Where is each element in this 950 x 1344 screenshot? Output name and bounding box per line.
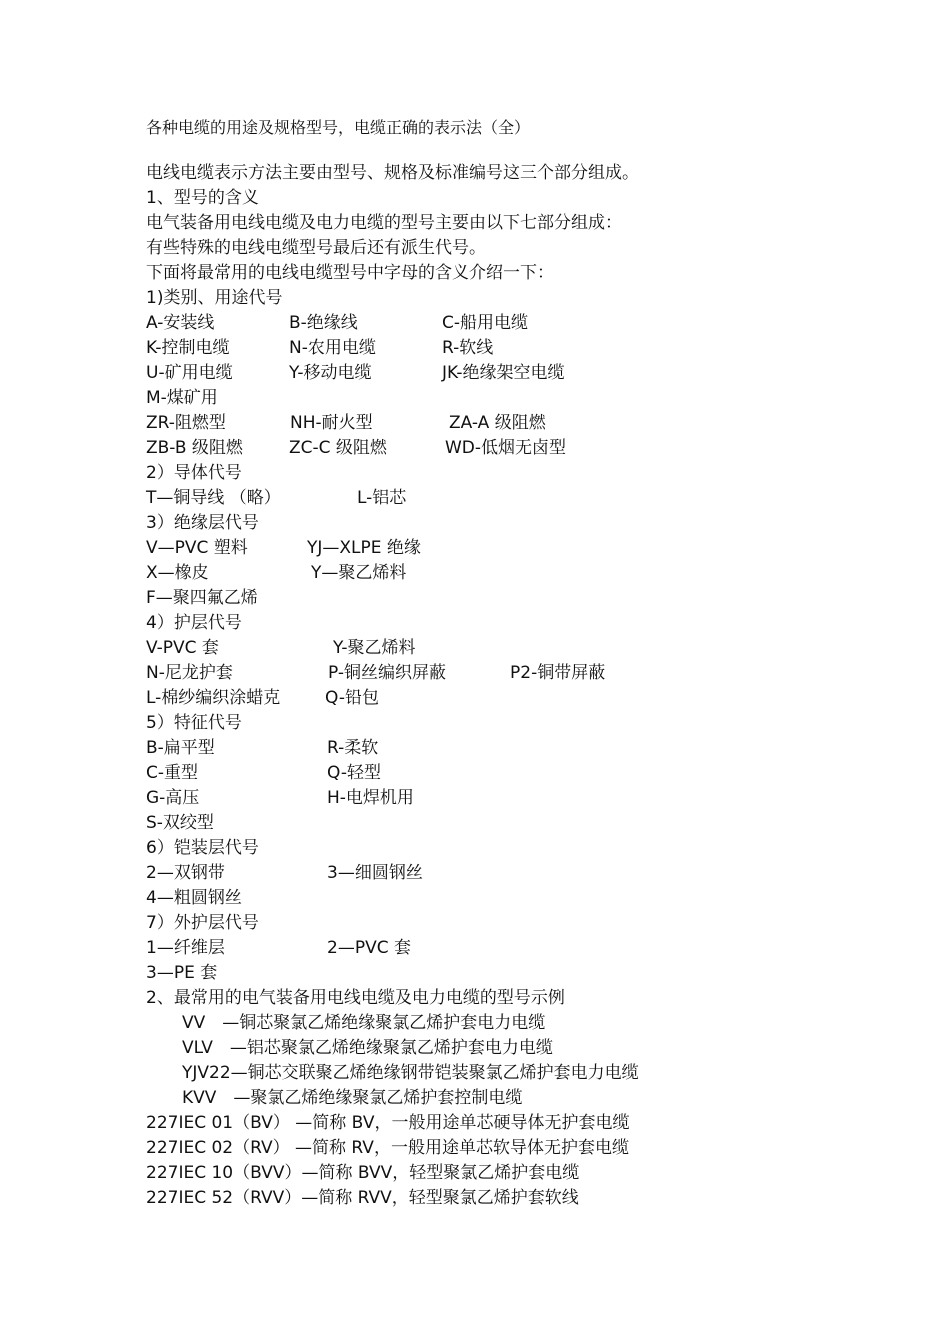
code-item: JK-绝缘架空电缆: [442, 363, 565, 383]
section-2-heading: 2、最常用的电气装备用电线电缆及电力电缆的型号示例: [146, 988, 565, 1008]
section-1-paragraph-1: 电气装备用电线电缆及电力电缆的型号主要由以下七部分组成：: [146, 213, 622, 233]
group-3-heading: 3）绝缘层代号: [146, 513, 259, 533]
group-1-heading: 1)类别、用途代号: [146, 288, 283, 308]
code-item: F—聚四氟乙烯: [146, 588, 258, 608]
code-item: ZA-A 级阻燃: [449, 413, 546, 433]
code-item: NH-耐火型: [290, 413, 373, 433]
group-5-heading: 5）特征代号: [146, 713, 242, 733]
code-item: Y-聚乙烯料: [333, 638, 416, 658]
code-item: ZB-B 级阻燃: [146, 438, 243, 458]
example-item: KVV —聚氯乙烯绝缘聚氯乙烯护套控制电缆: [182, 1088, 523, 1108]
code-item: U-矿用电缆: [146, 363, 233, 383]
code-item: N-尼龙护套: [146, 663, 233, 683]
iec-item: 227IEC 01（BV） —简称 BV，一般用途单芯硬导体无护套电缆: [146, 1113, 630, 1133]
code-item: ZC-C 级阻燃: [289, 438, 387, 458]
example-item: VV —铜芯聚氯乙烯绝缘聚氯乙烯护套电力电缆: [182, 1013, 546, 1033]
code-item: M-煤矿用: [146, 388, 218, 408]
code-item: H-电焊机用: [327, 788, 414, 808]
code-item: 3—PE 套: [146, 963, 218, 983]
code-item: YJ—XLPE 绝缘: [307, 538, 421, 558]
code-item: N-农用电缆: [289, 338, 376, 358]
code-item: B-扁平型: [146, 738, 215, 758]
code-item: R-软线: [442, 338, 494, 358]
code-item: G-高压: [146, 788, 200, 808]
code-item: V-PVC 套: [146, 638, 219, 658]
code-item: 2—PVC 套: [327, 938, 411, 958]
code-item: 3—细圆钢丝: [327, 863, 423, 883]
code-item: T—铜导线 （略）: [146, 488, 281, 508]
code-item: K-控制电缆: [146, 338, 230, 358]
code-item: B-绝缘线: [289, 313, 358, 333]
code-item: 4—粗圆钢丝: [146, 888, 242, 908]
code-item: L-棉纱编织涂蜡克: [146, 688, 281, 708]
code-item: S-双绞型: [146, 813, 214, 833]
code-item: Y—聚乙烯料: [311, 563, 407, 583]
code-item: L-铝芯: [357, 488, 407, 508]
intro-paragraph: 电线电缆表示方法主要由型号、规格及标准编号这三个部分组成。: [146, 163, 639, 183]
code-item: A-安装线: [146, 313, 215, 333]
section-1-paragraph-2: 有些特殊的电线电缆型号最后还有派生代号。: [146, 238, 486, 258]
code-item: 2—双钢带: [146, 863, 225, 883]
code-item: P-铜丝编织屏蔽: [328, 663, 447, 683]
code-item: 1—纤维层: [146, 938, 225, 958]
code-item: Q-铅包: [325, 688, 379, 708]
section-1-heading: 1、型号的含义: [146, 188, 259, 208]
code-item: Y-移动电缆: [289, 363, 372, 383]
example-item: YJV22—铜芯交联聚乙烯绝缘钢带铠装聚氯乙烯护套电力电缆: [182, 1063, 639, 1083]
code-item: X—橡皮: [146, 563, 209, 583]
group-2-heading: 2）导体代号: [146, 463, 242, 483]
group-6-heading: 6）铠装层代号: [146, 838, 259, 858]
group-4-heading: 4）护层代号: [146, 613, 242, 633]
code-item: Q-轻型: [327, 763, 381, 783]
code-item: ZR-阻燃型: [146, 413, 226, 433]
code-item: WD-低烟无卤型: [445, 438, 567, 458]
iec-item: 227IEC 02（RV） —简称 RV，一般用途单芯软导体无护套电缆: [146, 1138, 629, 1158]
iec-item: 227IEC 52（RVV）—简称 RVV，轻型聚氯乙烯护套软线: [146, 1188, 579, 1208]
code-item: V—PVC 塑料: [146, 538, 248, 558]
code-item: C-船用电缆: [442, 313, 529, 333]
code-item: P2-铜带屏蔽: [510, 663, 606, 683]
document-title: 各种电缆的用途及规格型号，电缆正确的表示法（全）: [146, 118, 531, 137]
code-item: C-重型: [146, 763, 199, 783]
iec-item: 227IEC 10（BVV）—简称 BVV，轻型聚氯乙烯护套电缆: [146, 1163, 580, 1183]
group-7-heading: 7）外护层代号: [146, 913, 259, 933]
code-item: R-柔软: [327, 738, 379, 758]
example-item: VLV —铝芯聚氯乙烯绝缘聚氯乙烯护套电力电缆: [182, 1038, 553, 1058]
section-1-paragraph-3: 下面将最常用的电线电缆型号中字母的含义介绍一下：: [146, 263, 554, 283]
